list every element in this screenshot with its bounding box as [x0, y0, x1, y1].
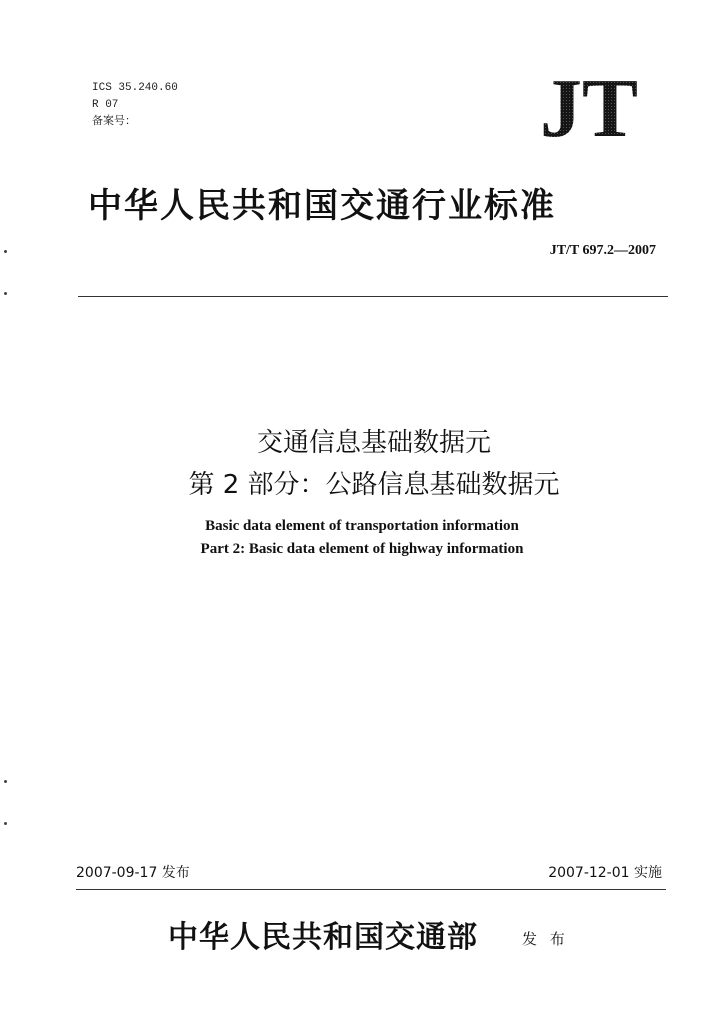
ccs-code: R 07	[92, 99, 119, 111]
jt-logo-text: JT	[539, 70, 639, 140]
record-number-label: 备案号：	[92, 116, 136, 128]
scan-speck	[4, 250, 7, 253]
standard-organization: 中华人民共和国交通行业标准	[88, 186, 556, 226]
document-meta	[92, 80, 178, 131]
title-english-line-2: Part 2: Basic data element of highway information	[200, 541, 524, 557]
publisher-name: 中华人民共和国交通部	[168, 920, 478, 955]
scan-speck	[4, 822, 7, 825]
scan-speck	[4, 292, 7, 295]
title-chinese-line-1: 交通信息基础数据元	[256, 428, 491, 458]
standard-code: JT/T 697.2—2007	[549, 243, 656, 258]
jt-logo	[518, 70, 660, 140]
implementation-date: 2007-12-01 实施	[548, 865, 662, 881]
scan-speck	[4, 780, 7, 783]
publish-label: 发 布	[522, 930, 569, 948]
ics-code: ICS 35.240.60	[92, 82, 178, 94]
issue-date: 2007-09-17 发布	[76, 865, 190, 881]
bottom-divider	[76, 889, 666, 890]
top-divider	[78, 296, 668, 297]
title-chinese-line-2: 第 2 部分：公路信息基础数据元	[188, 470, 560, 500]
title-english-line-1: Basic data element of transportation information	[205, 518, 519, 534]
